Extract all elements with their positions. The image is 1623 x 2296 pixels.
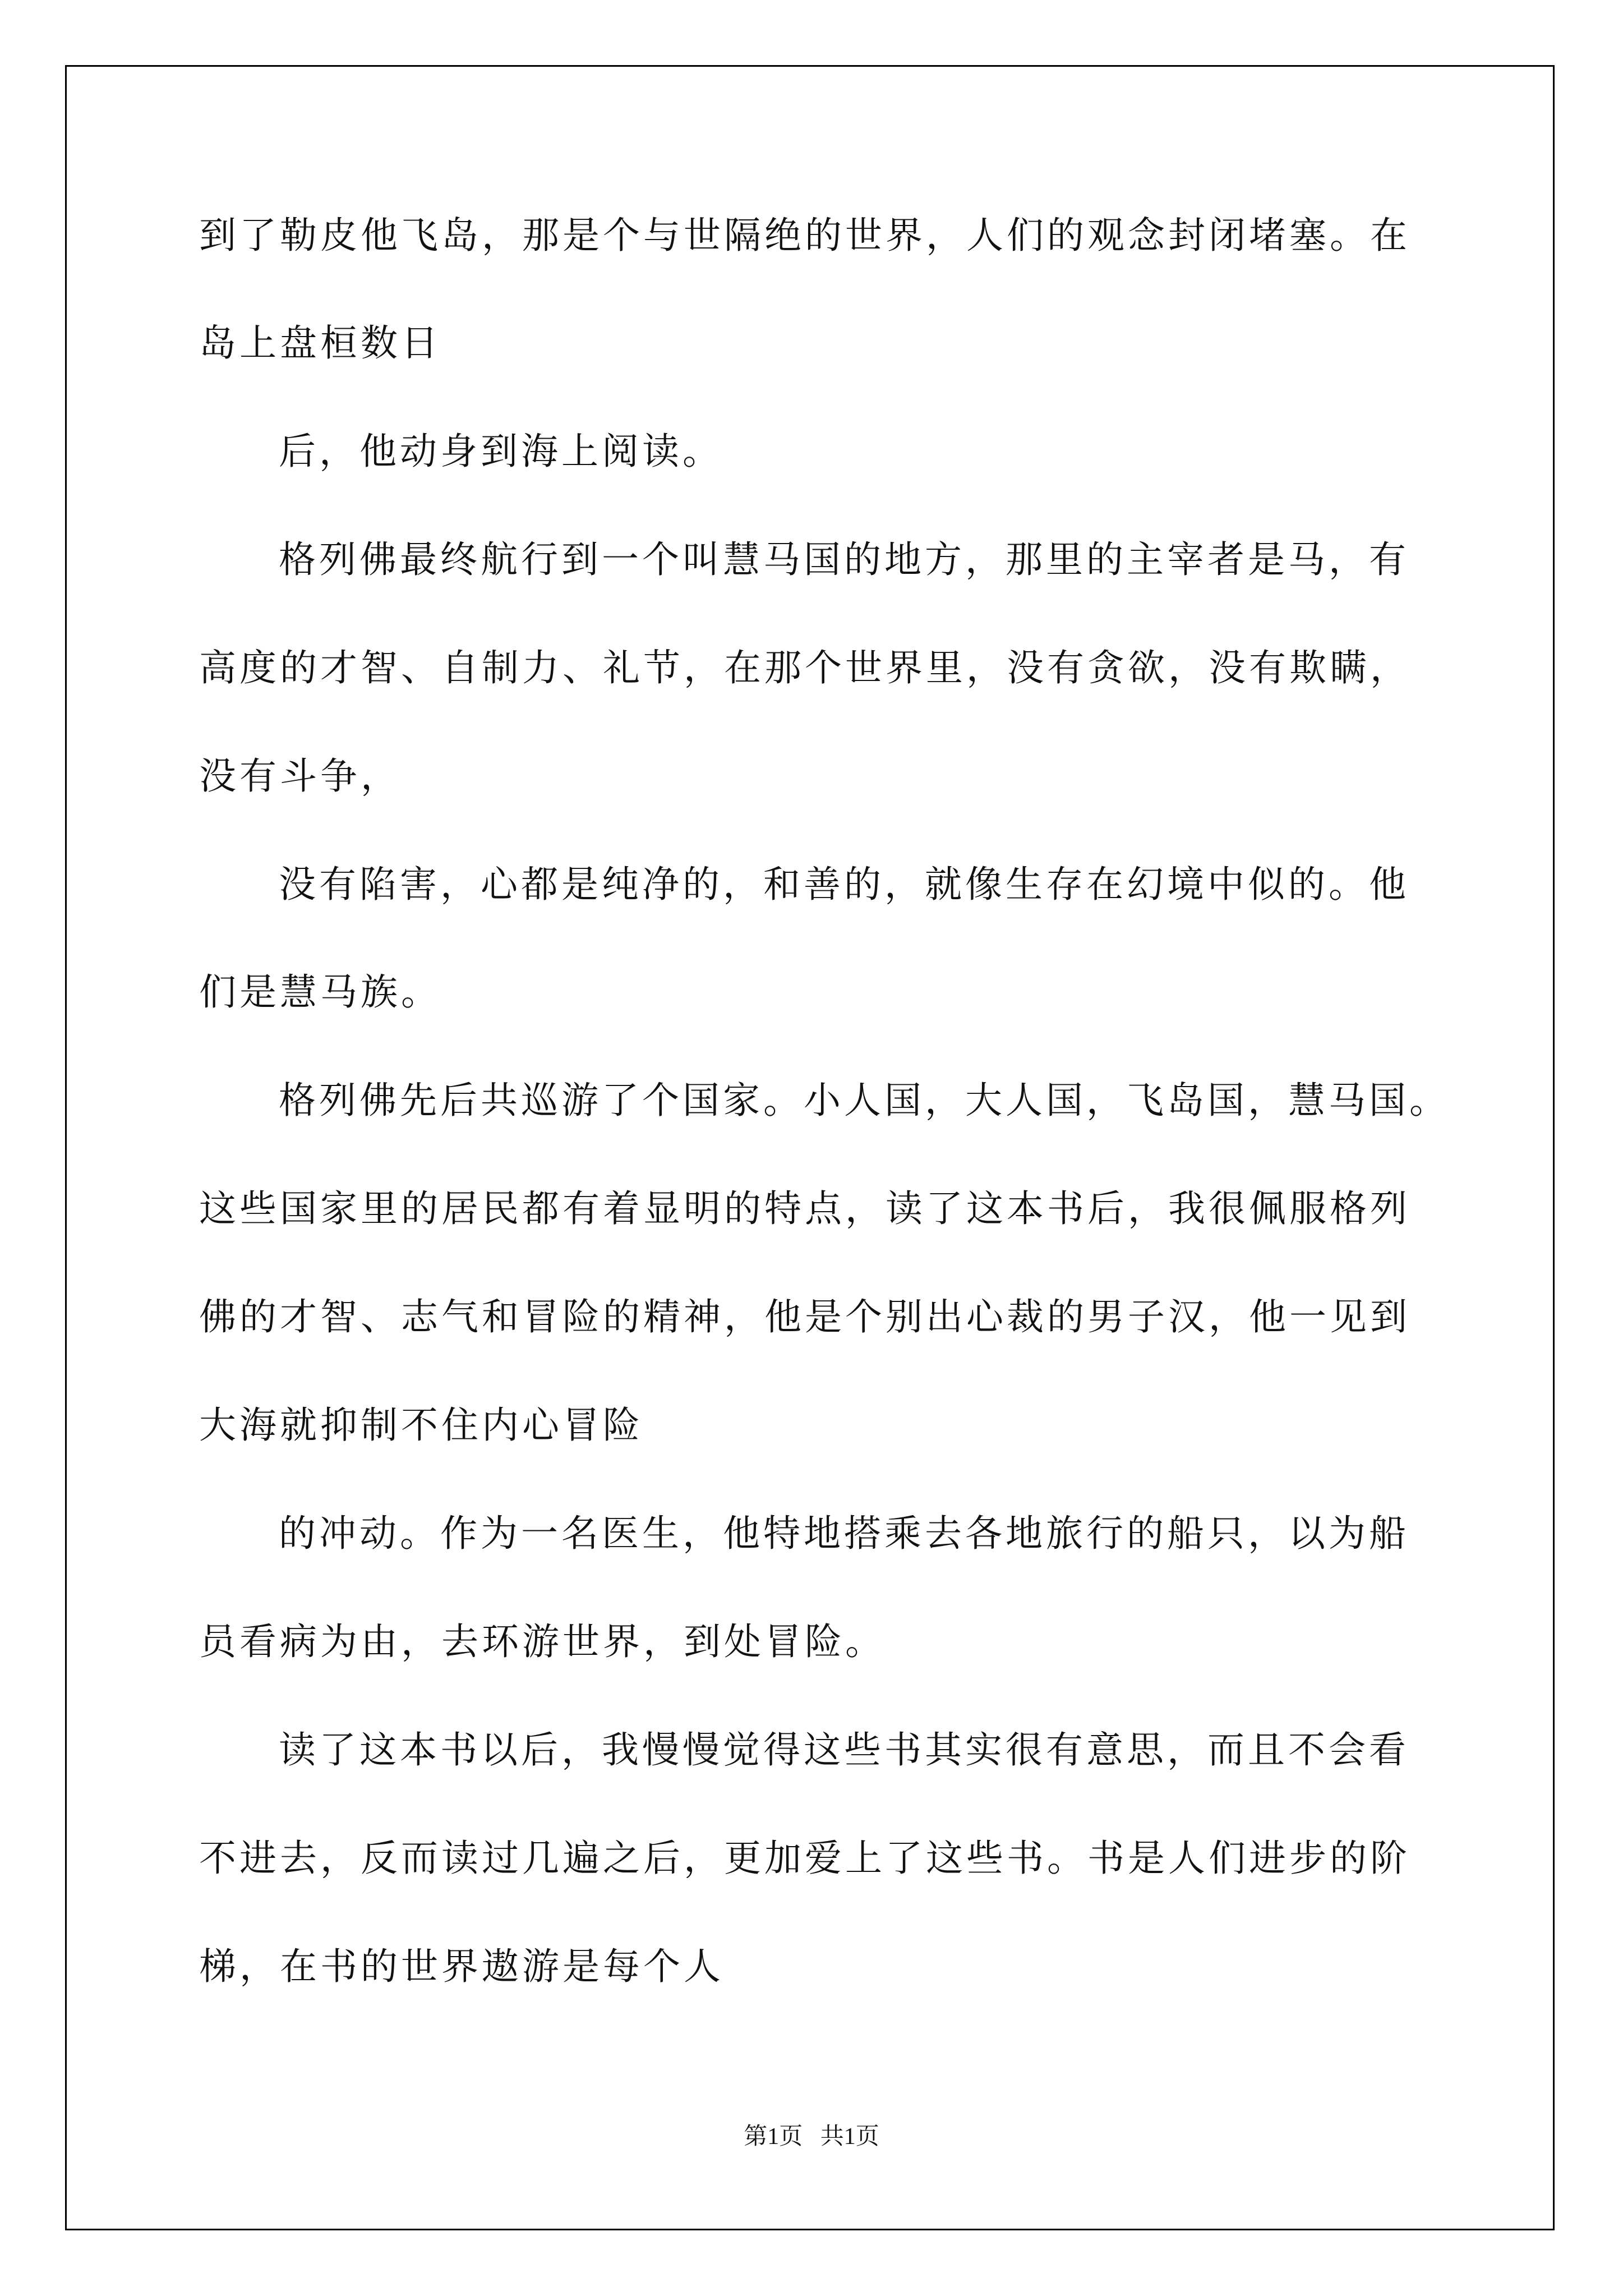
page-number-footer: 第1页 共1页 (744, 2124, 879, 2150)
text-line: 高度的才智、自制力、礼节，在那个世界里，没有贪欲，没有欺瞒， (199, 646, 1410, 689)
text-line: 读了这本书以后，我慢慢觉得这些书其实很有意思，而且不会看 (279, 1728, 1409, 1772)
text-line: 到了勒皮他飞岛，那是个与世隔绝的世界，人们的观念封闭堵塞。在 (199, 214, 1410, 257)
text-line: 岛上盘桓数日 (199, 321, 441, 365)
page-border (65, 65, 1555, 2230)
text-line: 不进去，反而读过几遍之后，更加爱上了这些书。书是人们进步的阶 (199, 1837, 1410, 1880)
text-line: 员看病为由，去环游世界，到处冒险。 (199, 1620, 886, 1663)
text-line: 格列佛先后共巡游了个国家。小人国，大人国，飞岛国，慧马国。 (279, 1079, 1450, 1122)
text-line: 们是慧马族。 (199, 970, 441, 1014)
text-line: 佛的才智、志气和冒险的精神，他是个别出心裁的男子汉，他一见到 (199, 1295, 1410, 1338)
text-line: 没有陷害，心都是纯净的，和善的，就像生存在幻境中似的。他 (279, 863, 1409, 906)
text-line: 后，他动身到海上阅读。 (279, 430, 723, 473)
text-line: 梯，在书的世界遨游是每个人 (199, 1945, 724, 1988)
text-line: 这些国家里的居民都有着显明的特点，读了这本书后，我很佩服格列 (199, 1187, 1410, 1230)
text-line: 大海就抑制不住内心冒险 (199, 1404, 643, 1447)
text-line: 没有斗争， (199, 754, 401, 798)
text-line: 的冲动。作为一名医生，他特地搭乘去各地旅行的船只，以为船 (279, 1512, 1409, 1555)
text-line: 格列佛最终航行到一个叫慧马国的地方，那里的主宰者是马，有 (279, 538, 1409, 581)
